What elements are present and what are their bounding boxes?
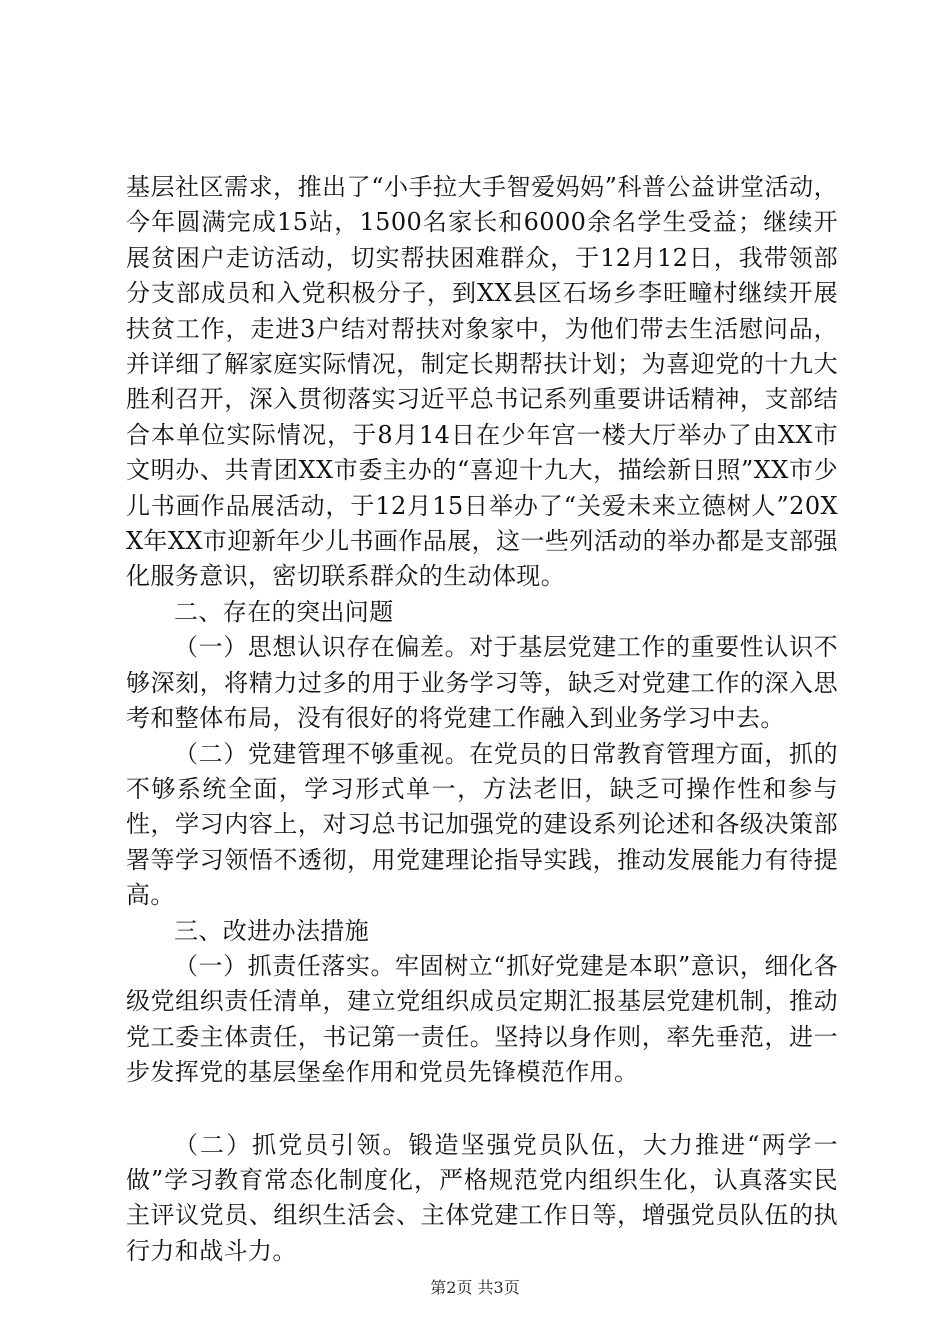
body-paragraph-management: （二）党建管理不够重视。在党员的日常教育管理方面，抓的不够系统全面，学习形式单一，方法老旧，缺乏可操作性和参与性，学习内容上，对习总书记加强党的建设系列论述和各级决策部署等学习领悟不透彻，用党建理论指导实践，推动发展能力有待提高。 <box>126 739 838 910</box>
section-heading-problems: 二、存在的突出问题 <box>174 597 394 626</box>
body-paragraph-party-members: （二）抓党员引领。锻造坚强党员队伍，大力推进“两学一做”学习教育常态化制度化，严格规范党内组织生化，认真落实民主评议党员、组织生活会、主体党建工作日等，增强党员队伍的执行力和战斗力。 <box>126 1130 838 1265</box>
page-footer: 第2页 共3页 <box>430 1278 520 1297</box>
document-body <box>126 170 838 1269</box>
body-paragraph-thinking: （一）思想认识存在偏差。对于基层党建工作的重要性认识不够深刻，将精力过多的用于业务学习等，缺乏对党建工作的深入思考和整体布局，没有很好的将党建工作融入到业务学习中去。 <box>126 633 838 733</box>
body-paragraph-1: 基层社区需求，推出了“小手拉大手智爱妈妈”科普公益讲堂活动，今年圆满完成15站，1500名家长和6000余名学生受益；继续开展贫困户走访活动，切实帮扶困难群众，于12月12日，我带领部分支部成员和入党积极分子，到XX县区石场乡李旺疃村继续开展扶贫工作，走进3户结对帮扶对象家中，为他们带去生活慰问品，并详细了解家庭实际情况，制定长期帮扶计划；为喜迎党的十九大胜利召开，深入贯彻落实习近平总书记系列重要讲话精神，支部结合本单位实际情况，于8月14日在少年宫一楼大厅举办了由XX市文明办、共青团XX市委主办的“喜迎十九大，描绘新日照”XX市少儿书画作品展活动，于12月15日举办了“关爱未来立德树人”20XX年XX市迎新年少儿书画作品展，这一些列活动的举办都是支部强化服务意识，密切联系群众的生动体现。 <box>126 173 838 591</box>
body-paragraph-responsibility: （一）抓责任落实。牢固树立“抓好党建是本职”意识，细化各级党组织责任清单，建立党组织成员定期汇报基层党建机制，推动党工委主体责任，书记第一责任。坚持以身作则，率先垂范，进一步发挥党的基层堡垒作用和党员先锋模范作用。 <box>126 951 838 1087</box>
section-heading-measures: 三、改进办法措施 <box>174 916 370 945</box>
